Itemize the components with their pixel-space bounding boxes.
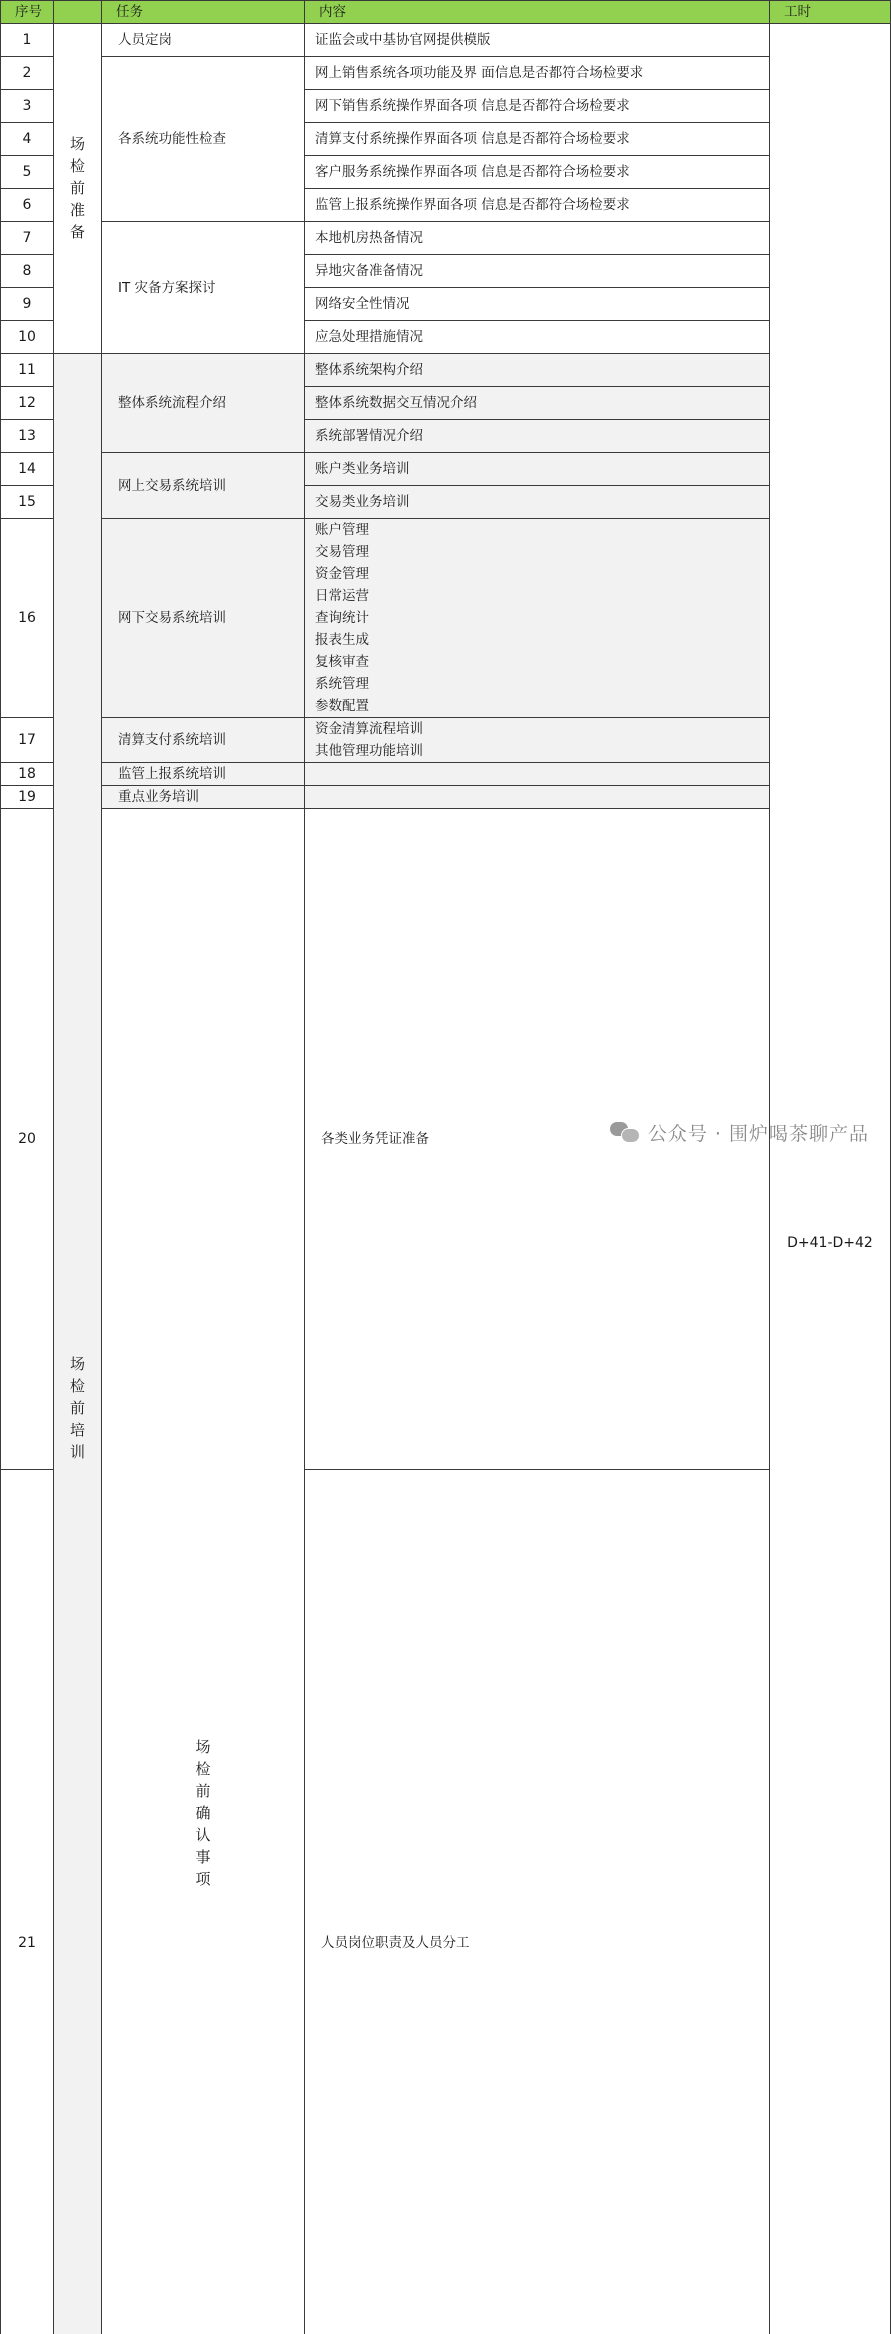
content-cell: 整体系统数据交互情况介绍 (305, 387, 770, 420)
row-number: 5 (1, 156, 54, 189)
watermark-text: 公众号 · 围炉喝茶聊产品 (648, 1119, 869, 1146)
table-row (1, 718, 891, 763)
task-cell: 人员定岗 (102, 24, 305, 57)
hours-d41-42: D+41-D+42 (770, 24, 891, 2334)
content-line: 账户管理 (315, 519, 763, 541)
content-cell (305, 519, 770, 718)
table-row (1, 786, 891, 809)
table-row (1, 57, 891, 90)
content-line: 查询统计 (315, 607, 763, 629)
task-cell: 清算支付系统培训 (102, 718, 305, 763)
row-number: 19 (1, 786, 54, 809)
content-cell: 网络安全性情况 (305, 288, 770, 321)
row-number: 10 (1, 321, 54, 354)
content-cell (305, 786, 770, 809)
content-line: 报表生成 (315, 629, 763, 651)
content-cell: 异地灾备准备情况 (305, 255, 770, 288)
header-task: 任务 (102, 1, 305, 24)
content-cell (305, 763, 770, 786)
header-hours: 工时 (770, 1, 891, 24)
task-cell: 网下交易系统培训 (102, 519, 305, 718)
row-number: 8 (1, 255, 54, 288)
content-line: 资金清算流程培训 (315, 718, 763, 740)
content-cell: 账户类业务培训 (305, 453, 770, 486)
header-content: 内容 (305, 1, 770, 24)
row-number: 3 (1, 90, 54, 123)
content-line: 系统管理 (315, 673, 763, 695)
content-line: 复核审查 (315, 651, 763, 673)
content-cell: 客户服务系统操作界面各项 信息是否都符合场检要求 (305, 156, 770, 189)
watermark (610, 1116, 869, 1148)
header-seq: 序号 (1, 1, 54, 24)
row-number: 11 (1, 354, 54, 387)
stage-confirm: 场检前确认事项 (102, 809, 305, 2334)
row-number: 6 (1, 189, 54, 222)
table-row (1, 24, 891, 57)
row-number: 4 (1, 123, 54, 156)
content-line: 资金管理 (315, 563, 763, 585)
content-cell: 交易类业务培训 (305, 486, 770, 519)
content-cell: 网上销售系统各项功能及界 面信息是否都符合场检要求 (305, 57, 770, 90)
header-stage (54, 1, 102, 24)
task-cell: 监管上报系统培训 (102, 763, 305, 786)
row-number: 9 (1, 288, 54, 321)
row-number: 21 (1, 1470, 54, 2334)
task-cell: 各系统功能性检查 (102, 57, 305, 222)
content-cell: 整体系统架构介绍 (305, 354, 770, 387)
header-row (1, 1, 891, 24)
stage-prep: 场检前准备 (54, 24, 102, 354)
content-line: 日常运营 (315, 585, 763, 607)
row-number: 16 (1, 519, 54, 718)
task-cell: 整体系统流程介绍 (102, 354, 305, 453)
task-cell: 各类业务凭证准备 (305, 809, 770, 1470)
row-number: 13 (1, 420, 54, 453)
content-cell: 应急处理措施情况 (305, 321, 770, 354)
task-cell: 重点业务培训 (102, 786, 305, 809)
content-cell: 系统部署情况介绍 (305, 420, 770, 453)
row-number: 15 (1, 486, 54, 519)
table-row (1, 453, 891, 486)
stage-training: 场检前培训 (54, 354, 102, 2334)
content-cell: 清算支付系统操作界面各项 信息是否都符合场检要求 (305, 123, 770, 156)
row-number: 18 (1, 763, 54, 786)
table-row (1, 222, 891, 255)
row-number: 14 (1, 453, 54, 486)
content-cell: 网下销售系统操作界面各项 信息是否都符合场检要求 (305, 90, 770, 123)
row-number: 17 (1, 718, 54, 763)
row-number: 20 (1, 809, 54, 1470)
row-number: 1 (1, 24, 54, 57)
table-row (1, 763, 891, 786)
content-cell: 监管上报系统操作界面各项 信息是否都符合场检要求 (305, 189, 770, 222)
wechat-icon (610, 1120, 640, 1144)
content-line: 参数配置 (315, 695, 763, 717)
content-line: 其他管理功能培训 (315, 740, 763, 762)
task-cell: 网上交易系统培训 (102, 453, 305, 519)
content-cell: 证监会或中基协官网提供模版 (305, 24, 770, 57)
content-line: 交易管理 (315, 541, 763, 563)
task-cell: IT 灾备方案探讨 (102, 222, 305, 354)
table-row (1, 519, 891, 718)
task-cell: 人员岗位职责及人员分工 (305, 1470, 770, 2334)
table-row (1, 354, 891, 387)
row-number: 7 (1, 222, 54, 255)
row-number: 2 (1, 57, 54, 90)
row-number: 12 (1, 387, 54, 420)
content-cell (305, 718, 770, 763)
content-cell: 本地机房热备情况 (305, 222, 770, 255)
